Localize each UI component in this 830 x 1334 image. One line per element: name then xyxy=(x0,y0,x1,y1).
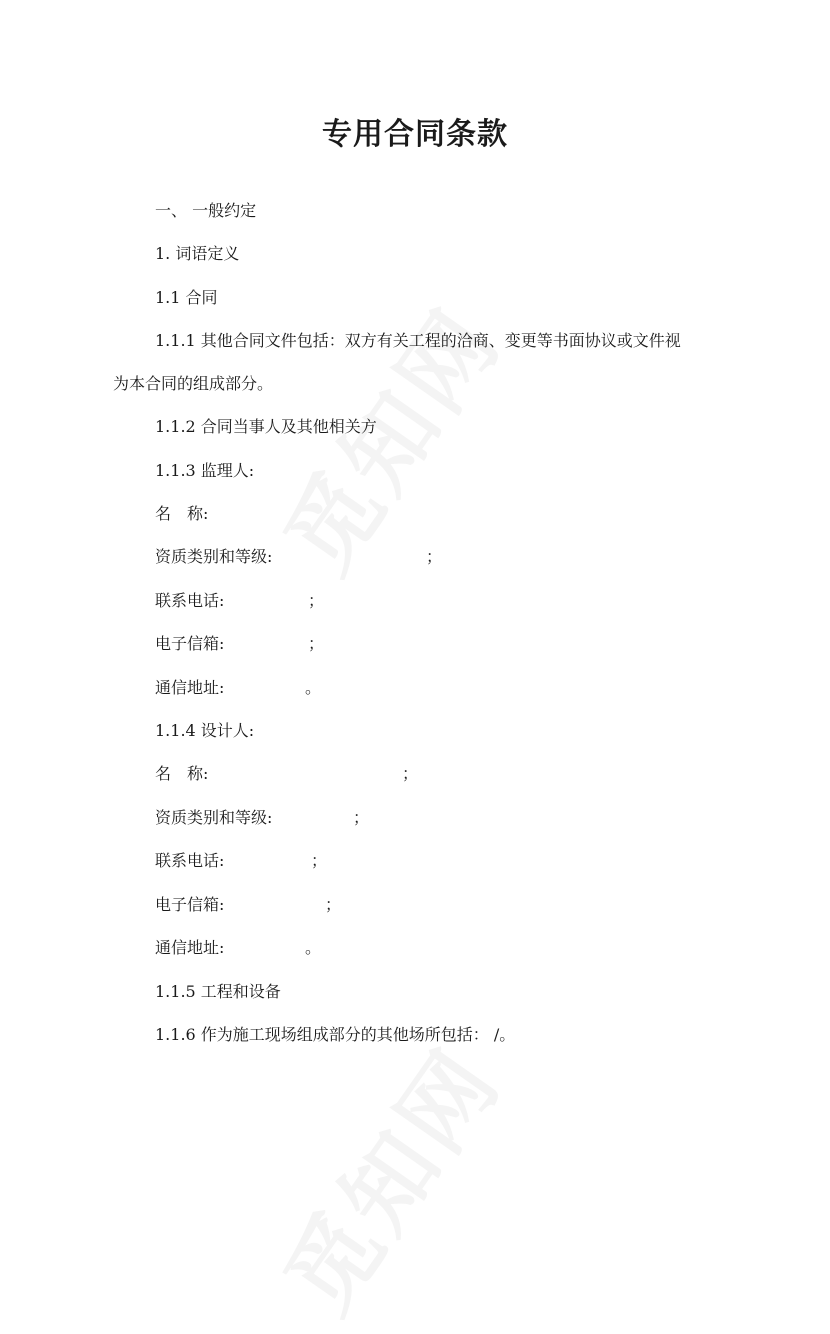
designer-name-label: 名 称: xyxy=(155,764,209,783)
semicolon-mark: ； xyxy=(308,634,325,653)
clause-1-1-3: 1.1.3 监理人: xyxy=(155,461,255,480)
clause-1-1-5: 1.1.5 工程和设备 xyxy=(155,982,281,1001)
clause-1-1: 1.1 合同 xyxy=(155,288,218,307)
semicolon-mark: ； xyxy=(353,808,370,827)
designer-phone-label: 联系电话: xyxy=(155,851,225,870)
clause-1-1-6: 1.1.6 作为施工现场组成部分的其他场所包括： /。 xyxy=(155,1025,516,1044)
designer-address-label: 通信地址: xyxy=(155,938,225,957)
clause-1-1-2: 1.1.2 合同当事人及其他相关方 xyxy=(155,417,377,436)
clause-definitions: 1. 词语定义 xyxy=(155,244,240,263)
designer-qualification-label: 资质类别和等级: xyxy=(155,808,273,827)
semicolon-mark: ； xyxy=(402,764,419,783)
supervisor-phone-label: 联系电话: xyxy=(155,591,225,610)
semicolon-mark: ； xyxy=(325,895,342,914)
clause-1-1-1: 1.1.1 其他合同文件包括：双方有关工程的洽商、变更等书面协议或文件视 xyxy=(155,331,681,350)
semicolon-mark: ； xyxy=(311,851,328,870)
clause-1-1-1-continued: 为本合同的组成部分。 xyxy=(113,374,274,393)
supervisor-email-label: 电子信箱: xyxy=(155,634,225,653)
period-mark: 。 xyxy=(305,678,322,697)
designer-email-label: 电子信箱: xyxy=(155,895,225,914)
watermark-bottom xyxy=(249,1018,526,1334)
supervisor-qualification-label: 资质类别和等级: xyxy=(155,547,273,566)
semicolon-mark: ； xyxy=(426,547,443,566)
clause-1-1-4: 1.1.4 设计人: xyxy=(155,721,255,740)
semicolon-mark: ； xyxy=(308,591,325,610)
supervisor-address-label: 通信地址: xyxy=(155,678,225,697)
period-mark: 。 xyxy=(305,938,322,957)
section-general: 一、 一般约定 xyxy=(155,201,257,220)
supervisor-name-label: 名 称: xyxy=(155,504,209,523)
document-title: 专用合同条款 xyxy=(322,117,508,152)
